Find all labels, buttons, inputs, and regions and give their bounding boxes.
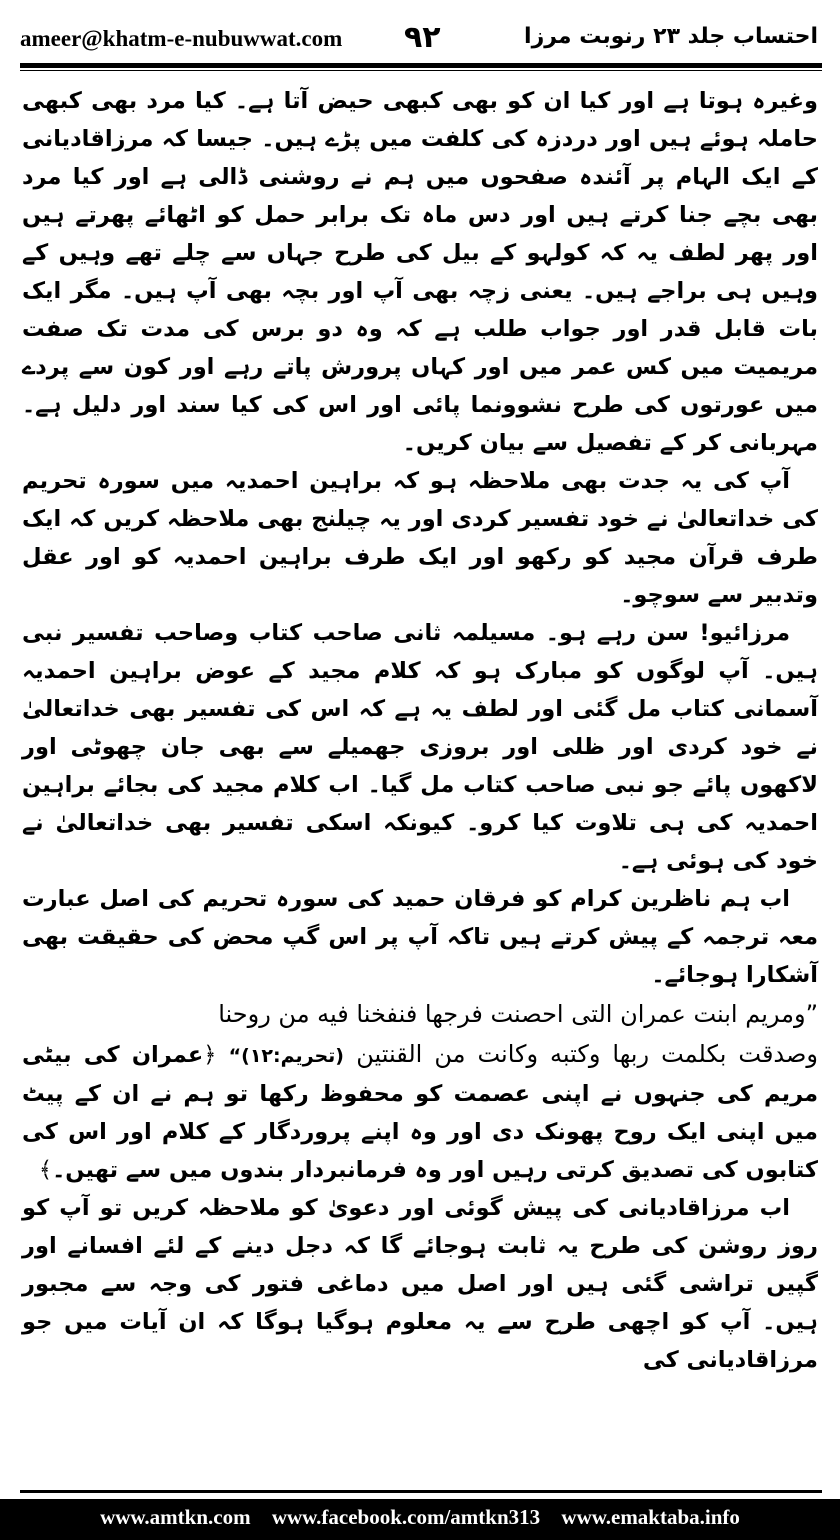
footer-links (0, 1505, 840, 1530)
quote-translation: عمران کی بیٹی مریم کی جنہوں نے اپنی عصمت کو محفوظ رکھا تو ہم نے ان کے پیٹ میں اپنی ایک روح پھونک دی اور وہ اپنے پروردگار کے کلام اور اس کی کتابوں کی تصدیق کرتی رہیں اور وہ فرمانبردار بندوں میں سے تھیں۔ (22, 1042, 818, 1183)
paragraph-2: آپ کی یہ جدت بھی ملاحظہ ہو کہ براہین احمدیہ میں سورہ تحریم کی خداتعالیٰ نے خود تفسیر کردی اور یہ چیلنج بھی ملاحظہ کریں کہ ایک طرف قرآن مجید کو رکھو اور ایک طرف براہین احمدیہ کو اور عقل وتدبیر سے سوچو۔ (22, 468, 818, 608)
closing-paragraph: اب مرزاقادیانی کی پیش گوئی اور دعویٰ کو ملاحظہ کریں تو آپ کو روز روشن کی طرح یہ ثابت ہوجائے گا کہ دجل دینے کے لئے افسانے اور گپیں تراشی گئی ہیں اور اصل میں دماغی فتور کی وجہ سے مجبور ہیں۔ آپ کو اچھی طرح سے یہ معلوم ہوگیا ہوگا کہ ان آیات میں جو مرزاقادیانی کی (22, 1195, 818, 1373)
paragraph-3: مرزائیو! سن رہے ہو۔ مسیلمہ ثانی صاحب کتاب وصاحب تفسیر نبی ہیں۔ آپ لوگوں کو مبارک ہو کہ کلام مجید کے عوض براہین احمدیہ آسمانی کتاب مل گئی اور لطف یہ ہے کہ اس کی تفسیر بھی خداتعالیٰ نے خود کردی اور ظلی اور بروزی جھمیلے سے بھی جان چھوٹی اور لاکھوں پائے جو نبی صاحب کتاب مل گیا۔ اب کلام مجید کی بجائے براہین احمدیہ کی ہی تلاوت کیا کرو۔ کیونکہ اسکی تفسیر بھی خداتعالیٰ نے خود کی ہوئی ہے۔ (22, 620, 818, 874)
header-email: ameer@khatm-e-nubuwwat.com (20, 26, 343, 51)
quran-quote-line-1: ”ومریم ابنت عمران التی احصنت فرجها فنفخنا فیه من روحنا (218, 1000, 818, 1028)
header-rule-thick (20, 63, 822, 68)
page-number: ۹۲ (404, 20, 441, 55)
page-body (22, 82, 818, 1379)
footer-link-facebook[interactable]: www.facebook.com/amtkn313 (271, 1505, 541, 1529)
footer-link-amtkn[interactable]: www.amtkn.com (100, 1505, 251, 1529)
quran-quote-line-2: وصدقت بكلمت ربها وكتبه وكانت من القنتين (356, 1040, 818, 1068)
page-header (20, 18, 820, 60)
quran-quote-block (22, 1034, 818, 1189)
header-rule-thin (20, 70, 822, 71)
ornament-close-icon: ﴾ (38, 1157, 53, 1183)
footer-link-emaktaba[interactable]: www.emaktaba.info (561, 1505, 740, 1529)
quote-reference: (تحریم:۱۲)“ (228, 1045, 344, 1067)
paragraph-1: وغیرہ ہوتا ہے اور کیا ان کو بھی کبھی حیض آتا ہے۔ کیا مرد بھی کبھی حاملہ ہوئے ہیں اور دردزہ کی کلفت میں پڑے ہیں۔ جیسا کہ مرزاقادیانی کے ایک الہام پر آئندہ صفحوں میں ہم نے روشنی ڈالی ہے اور کیا مرد بھی بچے جنا کرتے ہیں اور دس ماہ تک برابر حمل کو اٹھائے پھرتے ہیں اور پھر لطف یہ کہ کولہو کے بیل کی طرح جہاں سے چلے تھے وہیں کے وہیں ہی براجے ہیں۔ یعنی زچہ بھی آپ اور بچہ بھی آپ ہیں۔ مگر ایک بات قابل قدر اور جواب طلب ہے کہ وہ دو برس کی مدت تک صفت مریمیت میں کس عمر میں اور کہاں پرورش پاتے رہے اور کون سے پردے میں عورتوں کی طرح نشوونما پائی اور اس کی کیا سند اور دلیل ہے۔ مہربانی کر کے تفصیل سے بیان کریں۔ (22, 88, 818, 456)
paragraph-4: اب ہم ناظرین کرام کو فرقان حمید کی سورہ تحریم کی اصل عبارت معہ ترجمہ کے پیش کرتے ہیں تاکہ آپ پر اس گپ محض کی حقیقت بھی آشکارا ہوجائے۔ (22, 886, 818, 988)
ornament-open-icon: ﴿ (203, 1042, 217, 1068)
footer-rule (20, 1490, 822, 1493)
book-title: احتساب جلد ۲۳ رنوبت مرزا (524, 24, 818, 49)
